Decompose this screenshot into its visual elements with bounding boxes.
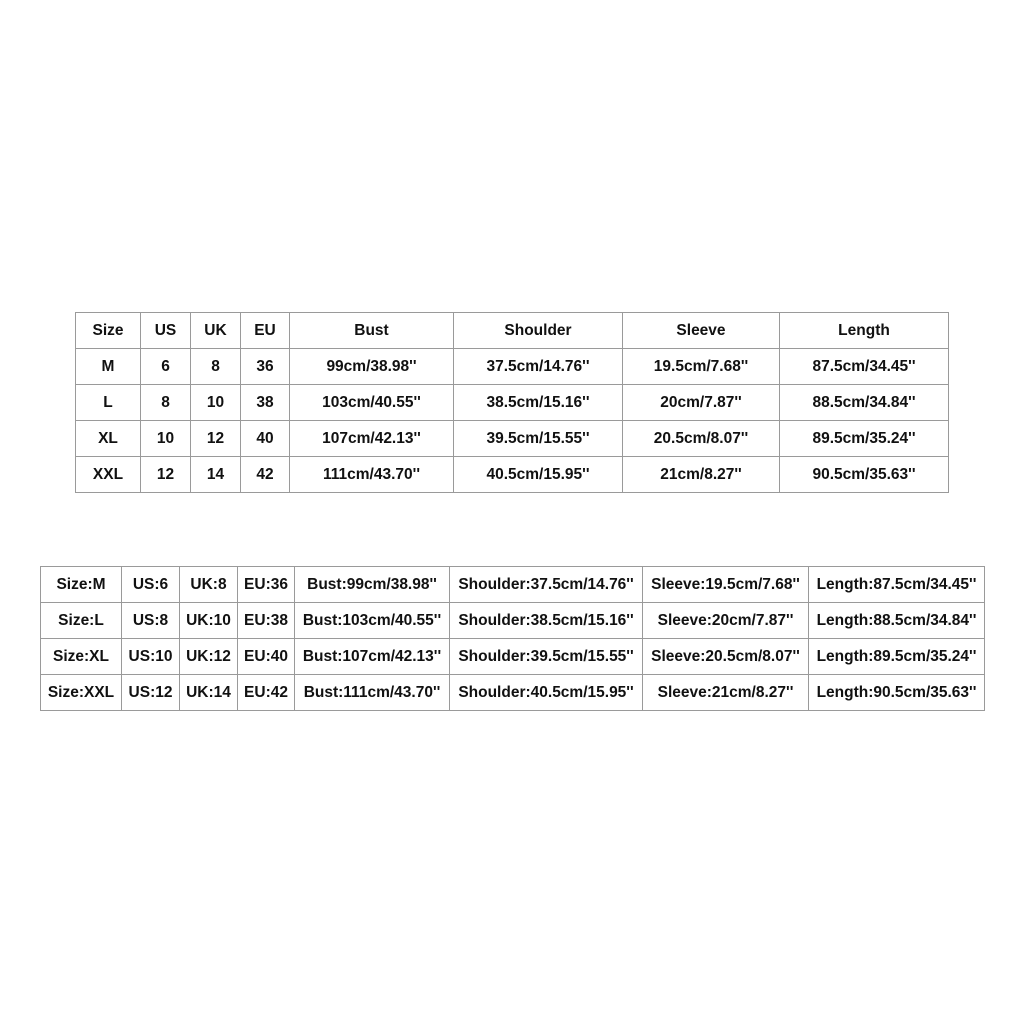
table-cell: 20.5cm/8.07''	[623, 421, 780, 457]
table-cell: 38.5cm/15.16''	[454, 385, 623, 421]
table-row	[76, 385, 949, 421]
table-cell: UK:14	[180, 675, 238, 711]
table-cell: 37.5cm/14.76''	[454, 349, 623, 385]
table-cell: UK:10	[180, 603, 238, 639]
table-cell: 42	[241, 457, 290, 493]
table-cell: 10	[141, 421, 191, 457]
table-cell: 20cm/7.87''	[623, 385, 780, 421]
size-chart-table	[75, 312, 949, 493]
table-row	[41, 567, 985, 603]
table-cell: 89.5cm/35.24''	[780, 421, 949, 457]
table-cell: 10	[191, 385, 241, 421]
table-cell: 21cm/8.27''	[623, 457, 780, 493]
table-cell: 38	[241, 385, 290, 421]
table-cell: 40.5cm/15.95''	[454, 457, 623, 493]
table-cell: XXL	[76, 457, 141, 493]
table-cell: Length:87.5cm/34.45''	[809, 567, 985, 603]
table-row	[76, 421, 949, 457]
table-cell: XL	[76, 421, 141, 457]
table-cell: Size:M	[41, 567, 122, 603]
header-eu: EU	[241, 313, 290, 349]
table-cell: Size:XXL	[41, 675, 122, 711]
header-bust: Bust	[290, 313, 454, 349]
table-cell: 19.5cm/7.68''	[623, 349, 780, 385]
table-cell: Length:90.5cm/35.63''	[809, 675, 985, 711]
table-cell: UK:8	[180, 567, 238, 603]
table-cell: 36	[241, 349, 290, 385]
table-cell: 90.5cm/35.63''	[780, 457, 949, 493]
size-chart-labeled-table	[40, 566, 985, 711]
table-cell: US:8	[122, 603, 180, 639]
table-cell: Size:XL	[41, 639, 122, 675]
table-cell: 39.5cm/15.55''	[454, 421, 623, 457]
table-cell: Sleeve:21cm/8.27''	[643, 675, 809, 711]
table-cell: Sleeve:19.5cm/7.68''	[643, 567, 809, 603]
table-cell: US:6	[122, 567, 180, 603]
table-cell: 12	[141, 457, 191, 493]
table-header-row	[76, 313, 949, 349]
table-cell: Bust:103cm/40.55''	[295, 603, 450, 639]
table-cell: 99cm/38.98''	[290, 349, 454, 385]
table-cell: Length:89.5cm/35.24''	[809, 639, 985, 675]
table-cell: Shoulder:37.5cm/14.76''	[450, 567, 643, 603]
table-cell: Shoulder:40.5cm/15.95''	[450, 675, 643, 711]
table-cell: 8	[191, 349, 241, 385]
table-cell: M	[76, 349, 141, 385]
table-cell: 12	[191, 421, 241, 457]
table-cell: Length:88.5cm/34.84''	[809, 603, 985, 639]
table-cell: 8	[141, 385, 191, 421]
table-cell: Sleeve:20cm/7.87''	[643, 603, 809, 639]
table-cell: US:12	[122, 675, 180, 711]
table-cell: Shoulder:39.5cm/15.55''	[450, 639, 643, 675]
table-cell: 107cm/42.13''	[290, 421, 454, 457]
header-uk: UK	[191, 313, 241, 349]
table-row	[76, 457, 949, 493]
table-row	[76, 349, 949, 385]
header-sleeve: Sleeve	[623, 313, 780, 349]
table-cell: Bust:111cm/43.70''	[295, 675, 450, 711]
table-cell: Size:L	[41, 603, 122, 639]
table-cell: EU:36	[238, 567, 295, 603]
table-cell: 88.5cm/34.84''	[780, 385, 949, 421]
table-cell: 6	[141, 349, 191, 385]
table-cell: Bust:99cm/38.98''	[295, 567, 450, 603]
table-cell: 14	[191, 457, 241, 493]
table-row	[41, 603, 985, 639]
table-cell: 103cm/40.55''	[290, 385, 454, 421]
table-cell: L	[76, 385, 141, 421]
table-cell: 111cm/43.70''	[290, 457, 454, 493]
table-row	[41, 675, 985, 711]
table-cell: EU:42	[238, 675, 295, 711]
header-shoulder: Shoulder	[454, 313, 623, 349]
table-cell: Bust:107cm/42.13''	[295, 639, 450, 675]
table-cell: Shoulder:38.5cm/15.16''	[450, 603, 643, 639]
table-cell: 87.5cm/34.45''	[780, 349, 949, 385]
table-cell: EU:38	[238, 603, 295, 639]
table-cell: 40	[241, 421, 290, 457]
table-row	[41, 639, 985, 675]
header-size: Size	[76, 313, 141, 349]
header-length: Length	[780, 313, 949, 349]
table-cell: UK:12	[180, 639, 238, 675]
table-cell: US:10	[122, 639, 180, 675]
table-cell: EU:40	[238, 639, 295, 675]
header-us: US	[141, 313, 191, 349]
table-cell: Sleeve:20.5cm/8.07''	[643, 639, 809, 675]
